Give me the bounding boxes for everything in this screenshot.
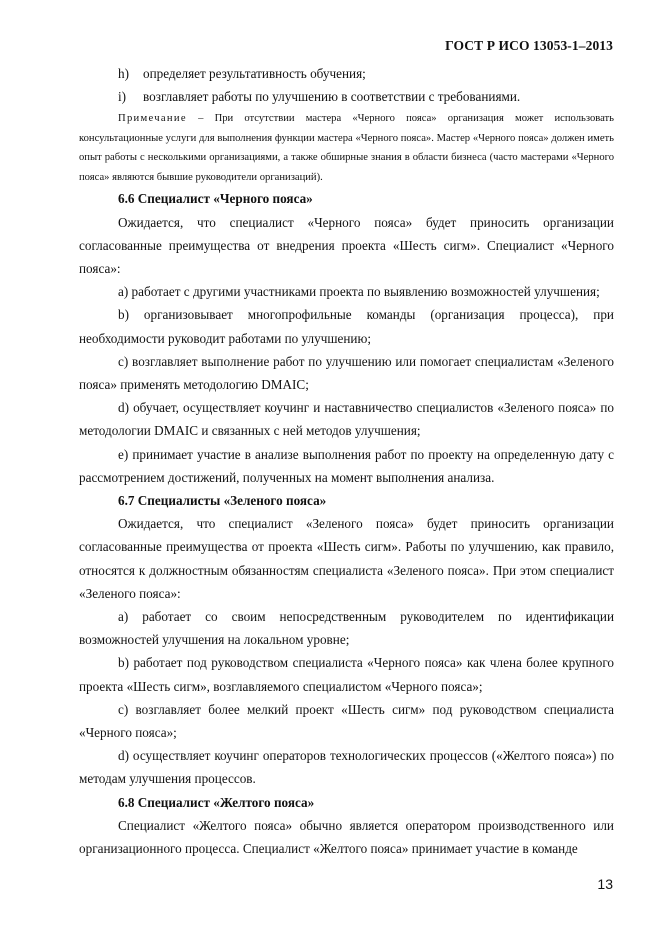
list-marker: h) bbox=[118, 66, 129, 81]
section-6-6-intro: Ожидается, что специалист «Черного пояса» будет приносить организации согласованные преимущества от внедрения проекта «Шесть сигм». Специалист «Черного пояса»: bbox=[79, 214, 614, 277]
list-item: d) обучает, осуществляет коучинг и наставничество специалистов «Зеленого пояса» по методологии DMAIC и связанных с ней методов улучшения; bbox=[79, 400, 614, 439]
list-item: b) работает под руководством специалиста «Черного пояса» как члена более крупного проекта «Шесть сигм», возглавляемого специалистом «Черного пояса»; bbox=[79, 655, 614, 694]
list-item: a) работает с другими участниками проекта по выявлению возможностей улучшения; bbox=[118, 284, 600, 300]
note-label: Примечание bbox=[118, 113, 187, 125]
section-6-7-intro: Ожидается, что специалист «Зеленого пояса» будет приносить организации согласованные преимущества от проекта «Шесть сигм». Работы по улучшению, как правило, относятся к должностным обязанностям специалиста «Зеленого пояса». При этом специалист «Зеленого пояса»: bbox=[79, 516, 614, 601]
document-header: ГОСТ Р ИСО 13053-1–2013 bbox=[445, 38, 613, 53]
list-item: d) осуществляет коучинг операторов технологических процессов («Желтого пояса») по методам улучшения процессов. bbox=[79, 748, 614, 787]
section-heading-6-6: 6.6 Специалист «Черного пояса» bbox=[118, 191, 313, 207]
page-body bbox=[79, 62, 614, 860]
section-6-8-intro: Специалист «Желтого пояса» обычно является оператором производственного или организационного процесса. Специалист «Желтого пояса» принимает участие в команде bbox=[79, 817, 614, 857]
page-number: 13 bbox=[597, 876, 613, 892]
list-item: b) организовывает многопрофильные команды (организация процесса), при необходимости руководит работами по улучшению; bbox=[79, 307, 614, 346]
list-item-h bbox=[79, 62, 614, 85]
list-item-text: возглавляет работы по улучшению в соответствии с требованиями. bbox=[143, 89, 521, 105]
section-heading-6-8: 6.8 Специалист «Желтого пояса» bbox=[118, 794, 315, 810]
list-item: e) принимает участие в анализе выполнения работ по проекту на определенную дату с рассмотрением достижений, полученных на момент выполнения анализа. bbox=[79, 446, 614, 485]
list-item-i bbox=[79, 85, 614, 108]
list-item: c) возглавляет более мелкий проект «Шесть сигм» под руководством специалиста «Черного пояса»; bbox=[79, 701, 614, 741]
note-text: – При отсутствии мастера «Черного пояса» организация может использовать консультационные услуги для выполнения функции мастера «Черного пояса». Мастер «Черного пояса» должен иметь опыт работы с несколькими организациями, а также обширные знания в области бизнеса (часто мастерами «Черного пояса» являются бывшие руководители организаций). bbox=[79, 113, 614, 183]
section-heading-6-7: 6.7 Специалисты «Зеленого пояса» bbox=[118, 493, 327, 509]
list-item: c) возглавляет выполнение работ по улучшению или помогает специалистам «Зеленого пояса» применять методологию DMAIC; bbox=[79, 353, 614, 393]
list-item: a) работает со своим непосредственным руководителем по идентификации возможностей улучшения на локальном уровне; bbox=[79, 609, 614, 648]
note bbox=[79, 109, 614, 187]
list-marker: i) bbox=[118, 89, 127, 105]
list-item-text: определяет результативность обучения; bbox=[143, 66, 366, 81]
